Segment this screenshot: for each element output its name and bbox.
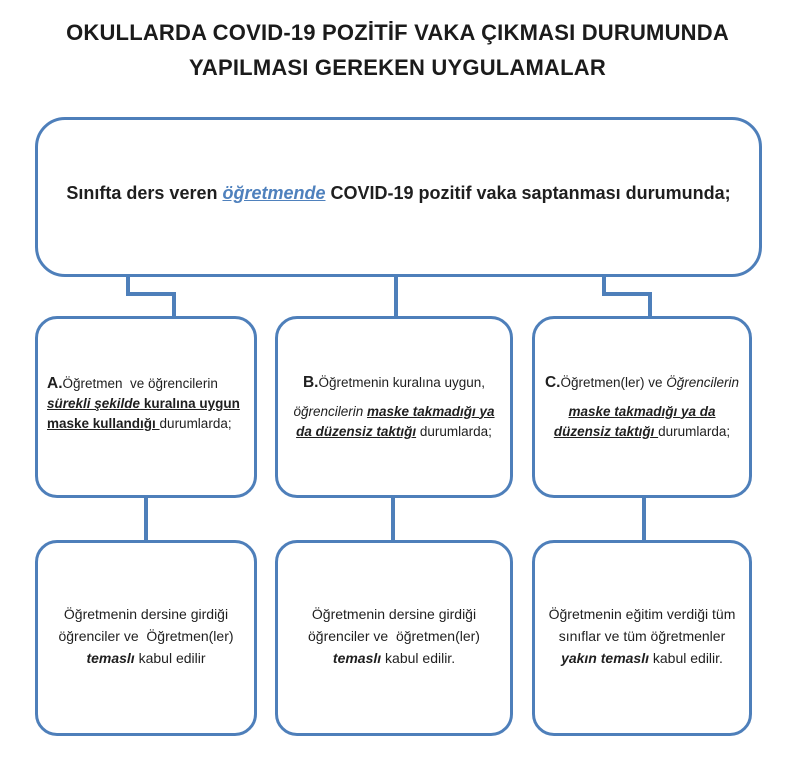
main-condition-text (56, 178, 741, 209)
condition-box-b (275, 316, 513, 498)
result-c-emphasis: yakın temaslı (561, 650, 649, 666)
connector-main-to-c-vertical-2 (648, 292, 652, 318)
cond-c-italic: Öğrencilerin (666, 374, 740, 390)
result-b-emphasis: temaslı (332, 650, 382, 666)
connector-main-to-a-vertical-2 (172, 292, 176, 318)
cond-c-emphasis: maske takmadığı ya da düzensiz taktığı (553, 403, 716, 439)
result-b-head: Öğretmenin dersine girdiği öğrenciler ve öğretmen(ler) (308, 606, 480, 644)
connector-main-to-b-vertical (394, 275, 398, 318)
main-text-pre: Sınıfta ders veren (66, 182, 223, 203)
condition-box-c (532, 316, 752, 498)
result-box-c (532, 540, 752, 736)
connector-a-to-result (144, 496, 148, 542)
cond-c-tail: durumlarda; (658, 423, 731, 439)
result-a-emphasis: temaslı (86, 650, 135, 666)
cond-a-emphasis-bold: kuralına uygun maske kullandığı (47, 396, 240, 431)
result-text-c (541, 603, 743, 669)
condition-text-b-line1 (287, 373, 501, 393)
title-line-2: YAPILMASI GEREKEN UYGULAMALAR (189, 55, 606, 80)
result-text-b (290, 603, 498, 669)
result-a-tail: kabul edilir (134, 650, 206, 666)
main-text-post: COVID-19 pozitif vaka saptanması durumunda; (325, 182, 731, 203)
connector-c-to-result (642, 496, 646, 542)
result-c-head: Öğretmenin eğitim verdiği tüm sınıflar ve tüm öğretmenler (548, 606, 736, 644)
result-a-head: Öğretmenin dersine girdiği öğrenciler ve Öğretmen(ler) (58, 606, 234, 644)
title-line-1: OKULLARDA COVID-19 POZİTİF VAKA ÇIKMASI DURUMUNDA (66, 20, 729, 45)
ogretmende-link[interactable]: öğretmende (222, 182, 326, 203)
connector-b-to-result (391, 496, 395, 542)
condition-box-a (35, 316, 257, 498)
branch-letter-a: A. (47, 375, 63, 392)
cond-c-text: Öğretmen(ler) ve (560, 374, 667, 390)
branch-letter-c: C. (544, 373, 561, 391)
cond-a-tail: durumlarda; (159, 416, 232, 431)
condition-text-c-line1 (544, 373, 740, 393)
condition-text-a (47, 374, 248, 434)
page-title (0, 15, 795, 85)
result-c-tail: kabul edilir. (649, 650, 723, 666)
main-condition-box (35, 117, 762, 277)
connector-main-to-a-horizontal (126, 292, 176, 296)
result-text-a (47, 603, 245, 669)
condition-text-b-line2 (287, 402, 501, 442)
cond-b-italic: öğrencilerin (293, 403, 367, 419)
connector-main-to-c-horizontal (602, 292, 652, 296)
result-b-tail: kabul edilir. (381, 650, 456, 666)
cond-a-emphasis-italic: sürekli şekilde (47, 396, 141, 411)
cond-b-text: Öğretmenin kuralına uygun, (318, 374, 486, 390)
result-box-b (275, 540, 513, 736)
result-box-a (35, 540, 257, 736)
cond-a-text: Öğretmen ve öğrencilerin (62, 376, 218, 391)
cond-b-tail: durumlarda; (416, 423, 492, 439)
cond-b-emphasis: maske takmadığı ya da düzensiz taktığı (296, 403, 495, 439)
condition-text-c-line2 (544, 402, 740, 442)
branch-letter-b: B. (302, 373, 319, 391)
